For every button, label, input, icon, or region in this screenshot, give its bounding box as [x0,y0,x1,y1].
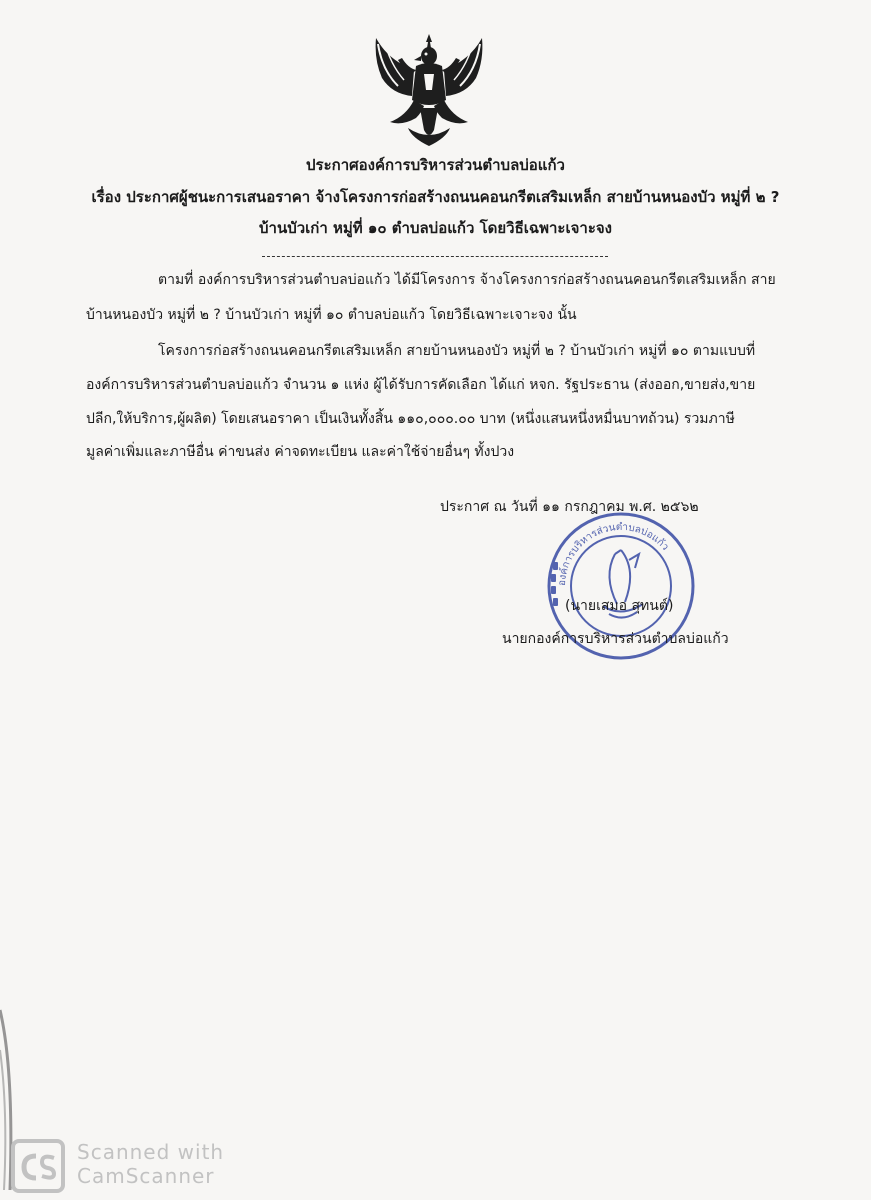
garuda-emblem-icon [368,30,490,148]
paragraph-1-line-2: บ้านหนองบัว หมู่ที่ ๒ ? บ้านบัวเก่า หมู่ที่ ๑๐ ตำบลบ่อแก้ว โดยวิธีเฉพาะเจาะจง นั้น [86,307,577,323]
announcement-date: ประกาศ ณ วันที่ ๑๑ กรกฎาคม พ.ศ. ๒๕๖๒ [440,499,699,515]
paragraph-1-line-1: ตามที่ องค์การบริหารส่วนตำบลบ่อแก้ว ได้มีโครงการ จ้างโครงการก่อสร้างถนนคอนกรีตเสริมเหล็ก สาย [158,272,776,288]
header-divider [262,256,608,257]
camscanner-logo-icon [10,1138,66,1194]
document-title: ประกาศองค์การบริหารส่วนตำบลบ่อแก้ว [306,156,565,174]
watermark-line-2: CamScanner [77,1164,215,1188]
stamp-text: องค์การบริหารส่วนตำบลบ่อแก้ว [556,521,671,587]
signatory-name: (นายเสมอ สุทนต์) [565,598,674,614]
signatory-position: นายกองค์การบริหารส่วนตำบลบ่อแก้ว [502,631,729,647]
document-subject-line-1: เรื่อง ประกาศผู้ชนะการเสนอราคา จ้างโครงการก่อสร้างถนนคอนกรีตเสริมเหล็ก สายบ้านหนองบัว หมู่ที่ ๒ ? [91,188,780,206]
paragraph-2-line-4: มูลค่าเพิ่มและภาษีอื่น ค่าขนส่ง ค่าจดทะเบียน และค่าใช้จ่ายอื่นๆ ทั้งปวง [86,444,515,460]
camscanner-watermark [77,1140,224,1188]
document-subject-line-2: บ้านบัวเก่า หมู่ที่ ๑๐ ตำบลบ่อแก้ว โดยวิธีเฉพาะเจาะจง [259,219,612,237]
paragraph-2-line-2: องค์การบริหารส่วนตำบลบ่อแก้ว จำนวน ๑ แห่ง ผู้ได้รับการคัดเลือก ได้แก่ หจก. รัฐประธาน (ส่งออก,ขายส่ง,ขาย [86,377,756,393]
watermark-line-1: Scanned with [77,1140,225,1164]
paragraph-2-line-3: ปลีก,ให้บริการ,ผู้ผลิต) โดยเสนอราคา เป็นเงินทั้งสิ้น ๑๑๐,๐๐๐.๐๐ บาท (หนึ่งแสนหนึ่งหมื่นบาทถ้วน) รวมภาษี [86,411,735,427]
paragraph-2-line-1: โครงการก่อสร้างถนนคอนกรีตเสริมเหล็ก สายบ้านหนองบัว หมู่ที่ ๒ ? บ้านบัวเก่า หมู่ที่ ๑๐ ตามแบบที่ [158,343,756,359]
